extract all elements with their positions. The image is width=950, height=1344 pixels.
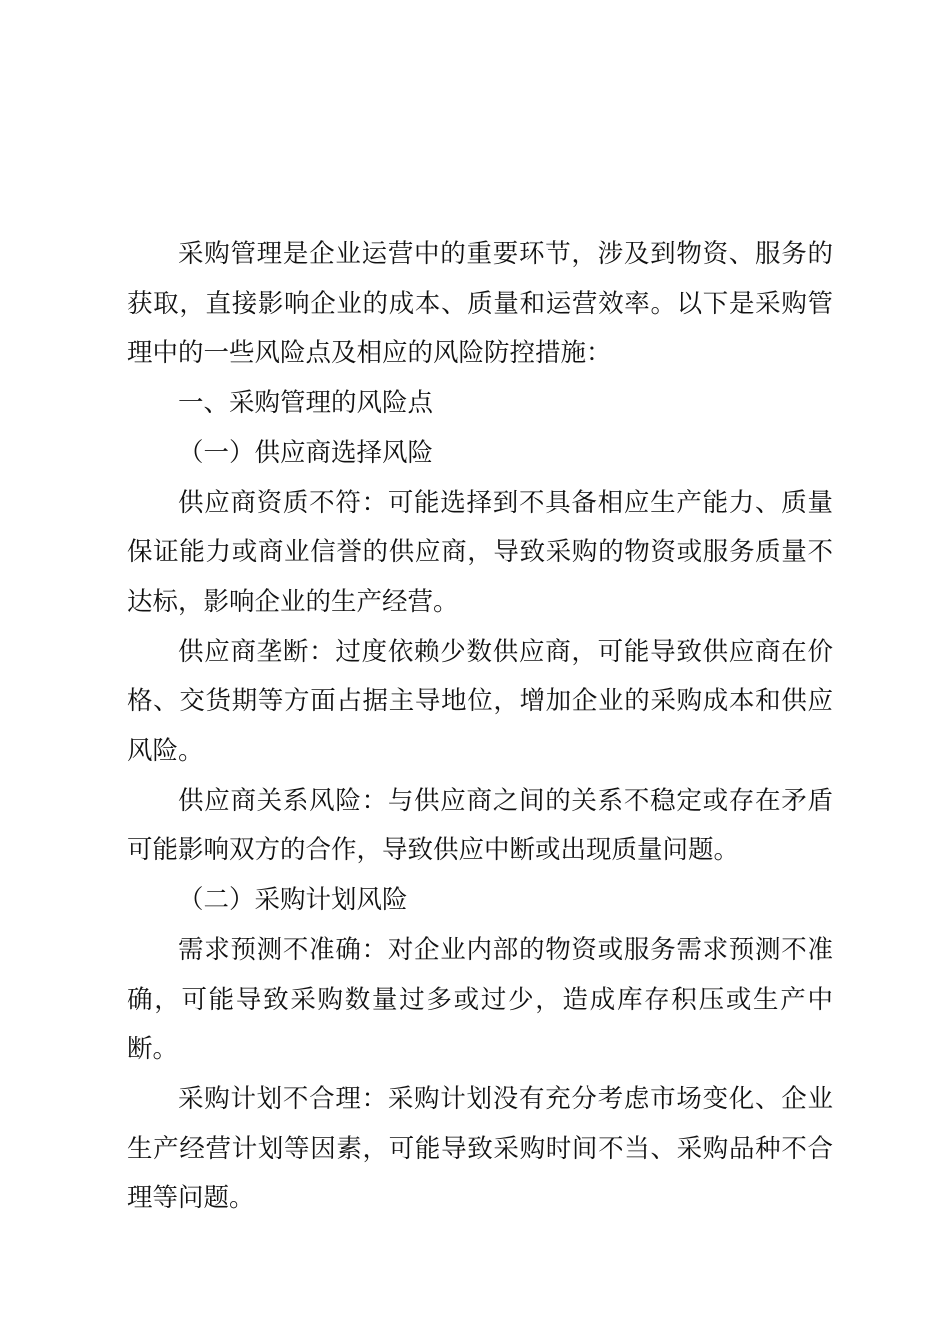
section-heading-risk-points: 一、采购管理的风险点 [178,388,434,419]
paragraph-demand-forecast: 需求预测不准确：对企业内部的物资或服务需求预测不准确，可能导致采购数量过多或过少，造成库存积压或生产中断。 [127,934,833,1065]
paragraph-supplier-monopoly: 供应商垄断：过度依赖少数供应商，可能导致供应商在价格、交货期等方面占据主导地位，增加企业的采购成本和供应风险。 [127,636,833,767]
document-body [127,230,833,1224]
intro-paragraph: 采购管理是企业运营中的重要环节，涉及到物资、服务的获取，直接影响企业的成本、质量和运营效率。以下是采购管理中的一些风险点及相应的风险防控措施： [127,239,833,369]
paragraph-unreasonable-plan: 采购计划不合理：采购计划没有充分考虑市场变化、企业生产经营计划等因素，可能导致采购时间不当、采购品种不合理等问题。 [127,1083,833,1214]
subsection-heading-procurement-plan: （二）采购计划风险 [178,885,408,916]
subsection-heading-supplier-selection: （一）供应商选择风险 [178,437,434,468]
paragraph-supplier-qualification: 供应商资质不符：可能选择到不具备相应生产能力、质量保证能力或商业信誉的供应商，导致采购的物资或服务质量不达标，影响企业的生产经营。 [127,487,833,617]
paragraph-supplier-relationship: 供应商关系风险：与供应商之间的关系不稳定或存在矛盾可能影响双方的合作，导致供应中断或出现质量问题。 [127,785,833,866]
